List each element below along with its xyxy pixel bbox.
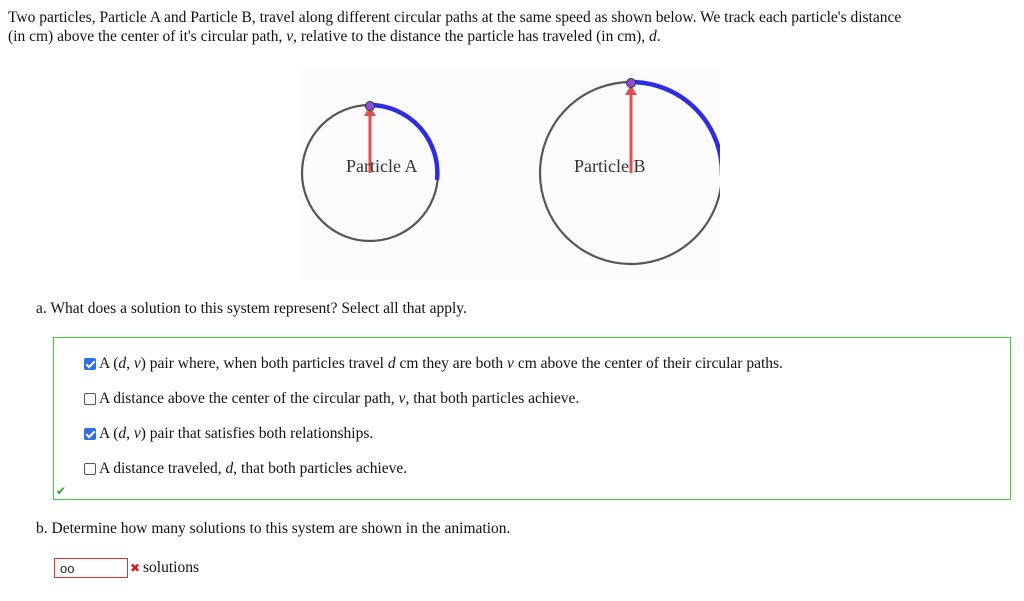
- problem-intro: [8, 8, 1016, 46]
- particles-diagram: [300, 68, 720, 280]
- x-icon: ✖: [130, 561, 141, 575]
- option-4-label: A distance traveled, d, that both particles achieve.: [99, 460, 408, 477]
- option-2-checkbox[interactable]: [84, 393, 96, 405]
- question-a-prompt: a. What does a solution to this system represent? Select all that apply.: [36, 300, 467, 317]
- solutions-count-input[interactable]: [54, 558, 128, 578]
- particle-b-label: Particle B: [574, 156, 646, 176]
- particle-a-label: Particle A: [346, 156, 418, 176]
- question-b-prompt: b. Determine how many solutions to this system are shown in the animation.: [36, 520, 511, 537]
- intro-line-1: Two particles, Particle A and Particle B, travel along different circular paths at the same speed as shown below. We track each particle's distance: [8, 9, 902, 26]
- option-1[interactable]: [84, 355, 783, 373]
- option-4-checkbox[interactable]: [84, 463, 96, 475]
- question-a-answer-box: [53, 337, 1011, 500]
- option-1-checkbox[interactable]: [84, 358, 96, 370]
- option-4[interactable]: [84, 460, 407, 478]
- intro-line-2: (in cm) above the center of it's circular path, v, relative to the distance the particle has traveled (in cm), d.: [8, 28, 661, 45]
- solutions-suffix: solutions: [143, 559, 199, 576]
- option-2[interactable]: [84, 390, 579, 408]
- option-2-label: A distance above the center of the circular path, v, that both particles achieve.: [99, 390, 580, 407]
- particle-a-dot: [366, 102, 375, 111]
- option-1-label: A (d, v) pair where, when both particles travel d cm they are both v cm above the center of their circular paths.: [99, 355, 783, 372]
- particle-b-dot: [627, 79, 636, 88]
- option-3[interactable]: [84, 425, 373, 443]
- check-icon: ✔: [56, 484, 67, 498]
- option-3-label: A (d, v) pair that satisfies both relationships.: [99, 425, 374, 442]
- option-3-checkbox[interactable]: [84, 428, 96, 440]
- particles-figure: [300, 68, 720, 280]
